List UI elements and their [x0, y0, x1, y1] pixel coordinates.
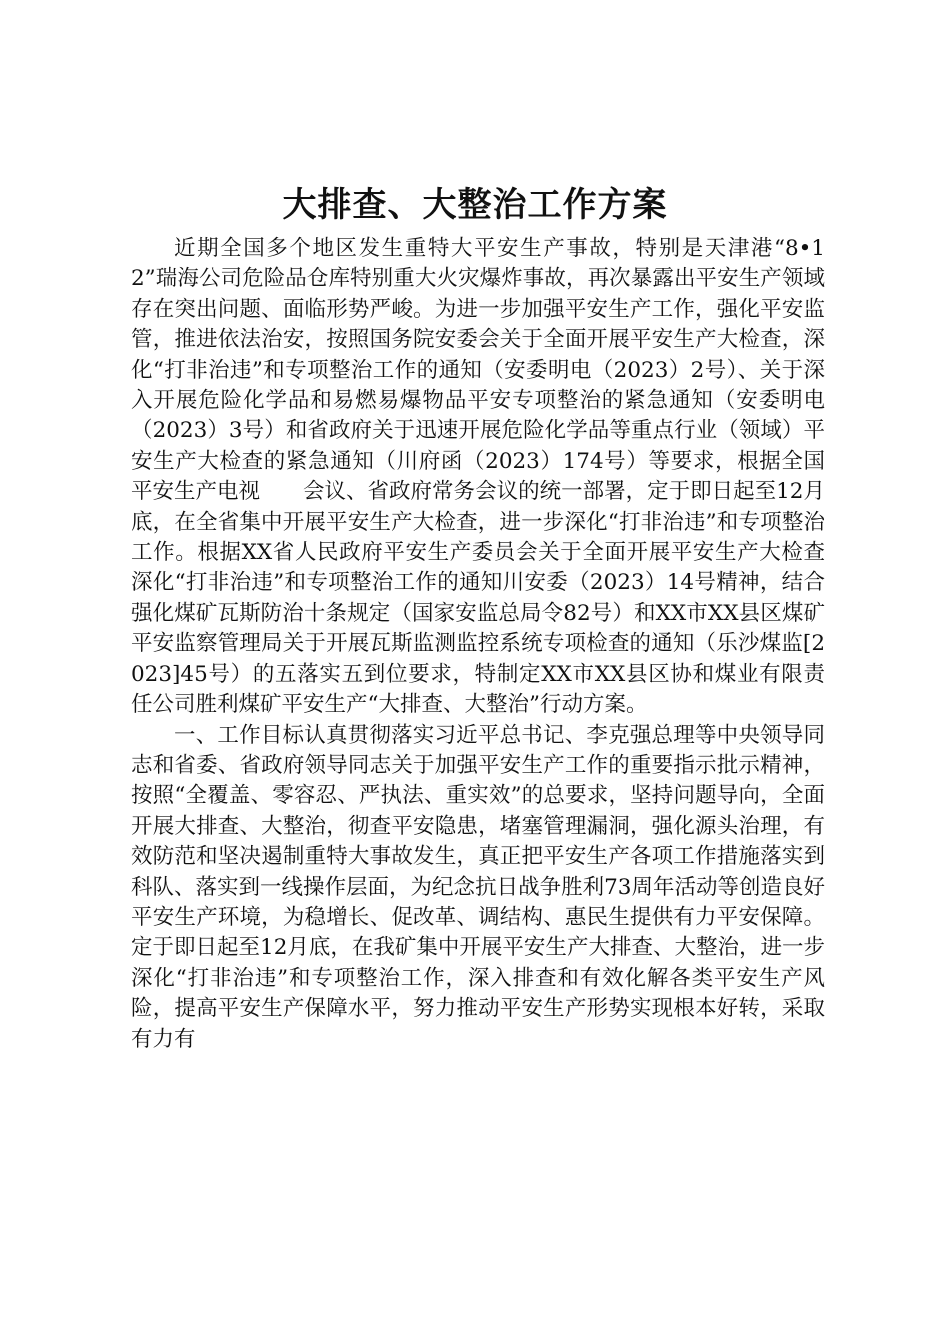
- paragraph-work-goals: 一、工作目标认真贯彻落实习近平总书记、李克强总理等中央领导同志和省委、省政府领导同志关于加强平安生产工作的重要指示批示精神，按照“全覆盖、零容忍、严执法、重实效”的总要求，坚持问题导向，全面开展大排查、大整治，彻查平安隐患，堵塞管理漏洞，强化源头治理，有效防范和坚决遏制重特大事故发生，真正把平安生产各项工作措施落实到科队、落实到一线操作层面，为纪念抗日战争胜利73周年活动等创造良好平安生产环境，为稳增长、促改革、调结构、惠民生提供有力平安保障。定于即日起至12月底，在我矿集中开展平安生产大排查、大整治，进一步深化“打非治违”和专项整治工作，深入排查和有效化解各类平安生产风险，提高平安生产保障水平，努力推动平安生产形势实现根本好转，采取有力有: [131, 722, 825, 1052]
- document-body: [131, 234, 825, 1055]
- document-title: 大排查、大整治工作方案: [282, 185, 668, 225]
- paragraph-intro: 近期全国多个地区发生重特大平安生产事故，特别是天津港“8•12”瑞海公司危险品仓库特别重大火灾爆炸事故，再次暴露出平安生产领域存在突出问题、面临形势严峻。为进一步加强平安生产工作，强化平安监管，推进依法治安，按照国务院安委会关于全面开展平安生产大检查，深化“打非治违”和专项整治工作的通知（安委明电（2023）2号）、关于深入开展危险化学品和易燃易爆物品平安专项整治的紧急通知（安委明电（2023）3号）和省政府关于迅速开展危险化学品等重点行业（领域）平安生产大检查的紧急通知（川府函（2023）174号）等要求，根据全国平安生产电视 会议、省政府常务会议的统一部署，定于即日起至12月底，在全省集中开展平安生产大检查，进一步深化“打非治违”和专项整治工作。根据XX省人民政府平安生产委员会关于全面开展平安生产大检查深化“打非治违”和专项整治工作的通知川安委（2023）14号精神，结合强化煤矿瓦斯防治十条规定（国家安监总局令82号）和XX市XX县区煤矿平安监察管理局关于开展瓦斯监测监控系统专项检查的通知（乐沙煤监[2023]45号）的五落实五到位要求，特制定XX市XX县区协和煤业有限责任公司胜利煤矿平安生产“大排查、大整治”行动方案。: [131, 236, 825, 718]
